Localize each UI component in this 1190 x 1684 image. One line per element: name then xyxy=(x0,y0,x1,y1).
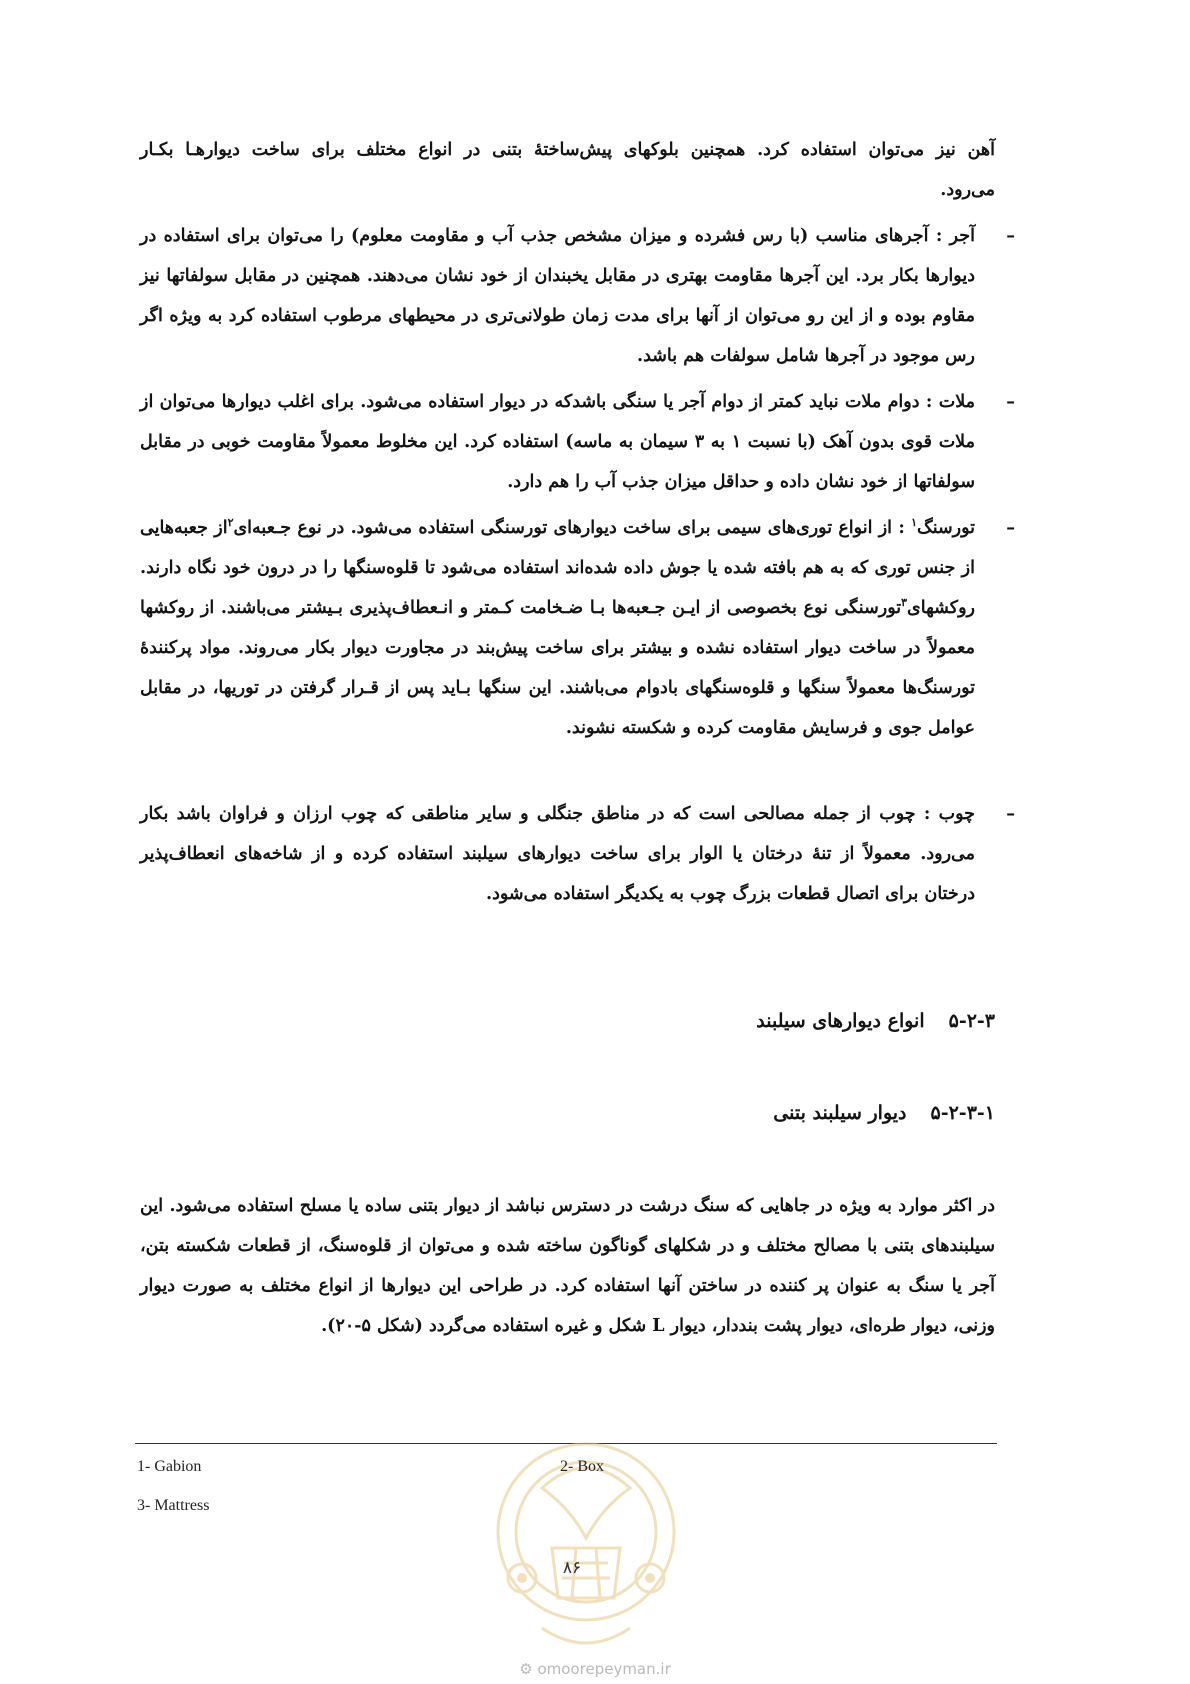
section-heading xyxy=(756,1010,995,1032)
body-paragraph: در اکثر موارد به ویژه در جاهایی که سنگ درشت در دسترس نباشد از دیوار بتنی ساده یا مسلح استفاده می‌شود. این سیلبندهای بتنی با مصالح مختلف و در شکلهای گوناگون ساخته شده و می‌توان از قلوه‌سنگ، از قطعات شکسته بتن، آجر یا سنگ به عنوان پر کننده در ساختن آنها استفاده کرد. در طراحی این دیوارها از انواع مختلف به صورت دیوار وزنی، دیوار طره‌ای، دیوار پشت بنددار، دیوار L شکل و غیره استفاده می‌گردد (شکل ۵-۲۰). xyxy=(140,1196,995,1336)
subsection-title: دیوار سیلبند بتنی xyxy=(773,1102,907,1124)
section-title: انواع دیوارهای سیلبند xyxy=(756,1010,925,1032)
term-brick: آجر : xyxy=(935,226,975,246)
term-gabion: تورسنگ xyxy=(917,518,975,538)
bullet-brick-text xyxy=(140,216,975,376)
bullet-mortar-text xyxy=(140,382,975,502)
intro-line-1: آهن نیز می‌توان استفاده کرد. همچنین بلوکهای پیش‌ساختهٔ بتنی در انواع مختلف برای ساخت دیوارهـا بکـار xyxy=(140,140,995,160)
bullet-wood xyxy=(140,794,1015,914)
page-number: ۸۶ xyxy=(562,1558,582,1578)
footnote-2: 2- Box xyxy=(560,1458,604,1475)
footnote-ref-3: ۳ xyxy=(901,596,908,610)
bullet-gabion-body-a: : از انواع توری‌های سیمی برای ساخت دیوارهای تورسنگی استفاده می‌شود. در نوع جـعبه‌ای xyxy=(233,518,912,538)
bullet-mortar xyxy=(140,382,1015,502)
bullet-mortar-body: دوام ملات نباید کمتر از دوام آجر یا سنگی باشدکه در دیوار استفاده می‌شود. برای اغلب دیوارها می‌توان از ملات قوی بدون آهک (با نسبت ۱ به ۳ سیمان به ماسه) استفاده کرد. این مخلوط معمولاً مقاومت خوبی در مقابل سولفاتها از خود نشان داده و حداقل میزان جذب آب را هم دارد. xyxy=(140,392,975,492)
subsection-number: ۵-۲-۳-۱ xyxy=(930,1102,995,1124)
bullet-gabion-text xyxy=(140,508,975,748)
bullet-dash: – xyxy=(1006,518,1015,538)
intro-line-2: می‌رود. xyxy=(940,180,995,200)
bullet-gabion-body-b: از جعبه‌هایی از جنس توری که به هم بافته شده یا جوش داده شده‌اند استفاده می‌شود تا قلوه‌سنگها را در درون خود نگاه دارند. روکشهای xyxy=(140,518,975,618)
section-number: ۵-۲-۳ xyxy=(948,1010,995,1032)
bullet-dash: – xyxy=(1006,804,1015,824)
bullet-dash: – xyxy=(1006,392,1015,412)
footnote-1: 1- Gabion xyxy=(137,1458,202,1475)
term-wood: چوب : xyxy=(923,804,975,824)
bullet-brick xyxy=(140,216,1015,376)
subsection-heading xyxy=(773,1102,995,1124)
footnote-ref-1: ۱ xyxy=(911,516,918,530)
term-mortar: ملات : xyxy=(925,392,976,412)
bullet-gabion xyxy=(140,508,1015,748)
bullet-gabion-body-c: تورسنگی نوع بخصوصی از ایـن جـعبه‌ها بـا ضـخامت کـمتر و انـعطاف‌پذیری بـیشتر می‌باشند. از روکشها معمولاً در ساخت دیوار استفاده نشده و بیشتر برای ساخت پیش‌بند در مجاورت دیوار بکار می‌روند. مواد پرکنندهٔ تورسنگ‌ها معمولاً سنگها و قلوه‌سنگهای بادوام می‌باشند. این سنگها بـاید پس از قـرار گرفتن در توریها، در مقابل عوامل جوی و فرسایش مقاومت کرده و شکسته نشوند. xyxy=(140,598,975,738)
bullet-wood-text xyxy=(140,794,975,914)
bullet-brick-body: آجرهای مناسب (با رس فشرده و میزان مشخص جذب آب و مقاومت معلوم) را می‌توان برای استفاده در دیوارها بکار برد. این آجرها مقاومت بهتری در مقابل یخبندان از خود نشان می‌دهند. همچنین در مقابل سولفاتها نیز مقاوم بوده و از این رو می‌توان از آنها برای مدت زمان طولانی‌تری در محیطهای مرطوب استفاده کرد به ویژه اگر رس موجود در آجرها شامل سولفات هم باشد. xyxy=(140,226,975,366)
watermark-site-text: ⚙ omoorepeyman.ir xyxy=(519,1660,671,1678)
watermark-site-label: omoorepeyman.ir xyxy=(537,1660,671,1678)
bullet-dash: – xyxy=(1006,226,1015,246)
bullet-wood-body: چوب از جمله مصالحی است که در مناطق جنگلی و سایر مناطقی که چوب ارزان و فراوان باشد بکار می‌رود. معمولاً از تنهٔ درختان یا الوار برای ساخت دیوارهای سیلبند استفاده کرده و از شاخه‌های انعطاف‌پذیر درختان برای اتصال قطعات بزرگ چوب به یکدیگر استفاده می‌شود. xyxy=(140,804,975,904)
footnote-ref-2: ۲ xyxy=(227,516,234,530)
footnote-3: 3- Mattress xyxy=(137,1497,210,1514)
